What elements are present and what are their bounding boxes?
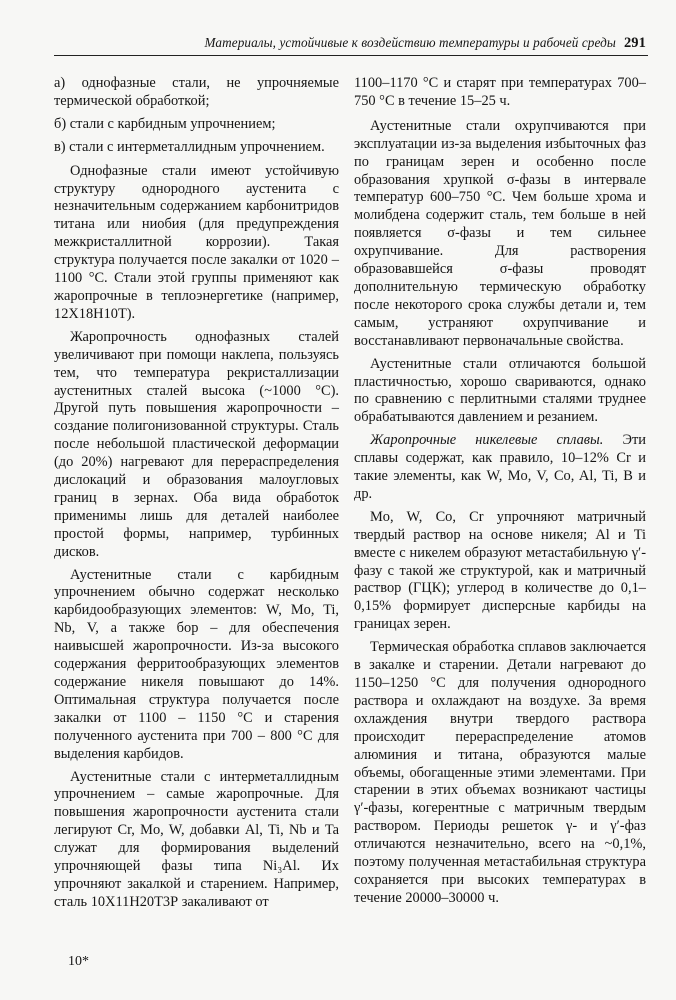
paragraph-intermetallic-hardening: Аустенитные стали с интерметаллидным упрочнением – самые жаропрочные. Для повышения жаропрочности аустенита стали легируют Cr, Mo, W, добавки Al, Ti, Nb и Ta служат для формирования выделений упрочняющей фазы типа Ni₃Al. Их упрочняют закалкой и старением. Например, сталь 10Х11Н20Т3Р закаливают от <box>54 768 339 910</box>
right-column <box>354 75 646 913</box>
paragraph-carbide-hardening: Аустенитные стали с карбидным упрочнением обычно содержат несколько карбидообразующих элементов: W, Mo, Ti, Nb, V, а также бор – для обеспечения наивысшей жаропрочности. Из-за высокого содержания ферритообразующих элементов содержание никеля повышают до 14%. Оптимальная структура получается после закалки от 1100 – 1150 °C и старения полученного аустенита при 700 – 800 °C для выделения карбидов. <box>54 566 339 762</box>
running-header <box>140 34 646 53</box>
paragraph-continuation: 1100–1170 °C и старят при температурах 700–750 °C в течение 15–25 ч. <box>354 75 646 109</box>
page-number: 291 <box>623 35 646 51</box>
paragraph-strengthening: Mo, W, Co, Cr упрочняют матричный твердый раствор на основе никеля; Al и Ti вместе с никелем образуют метастабильную γ′-фазу с такой же структурой, как и матричный раствор (ГЦК); углерод в количестве до 0,1–0,15% формирует дисперсные карбиды на границах зерен. <box>354 508 646 633</box>
left-column <box>54 75 339 917</box>
paragraph-single-phase: Однофазные стали имеют устойчивую структуру однородного аустенита с незначительным содержанием карбонитридов титана или ниобия (для предупреждения межкристаллитной коррозии). Такая структура получается после закалки от 1020 – 1100 °C. Стали этой группы применяют как жаропрочные в теплоэнергетике (например, 12Х18Н10Т). <box>54 162 339 322</box>
section-heading-nickel-alloys: Жаропрочные никелевые сплавы. <box>370 432 604 449</box>
nickel-alloys-text: Эти сплавы содержат, как правило, 10–12% Cr и такие элементы, как W, Mo, V, Co, Al, Ti, B и др. <box>354 432 646 502</box>
paragraph-plasticity: Аустенитные стали отличаются большой пластичностью, хорошо свариваются, однако по сравнению с перлитными сталями труднее обрабатываются давлением и резанием. <box>354 355 646 426</box>
paragraph-heat-resistance: Жаропрочность однофазных сталей увеличивают при помощи наклепа, пользуясь тем, что температура рекристаллизации аустенитных сталей высока (~1000 °C). Другой путь повышения жаропрочности – создание полигонизованной структуры. Сталь после небольшой пластической деформации (до 20%) нагревают для перераспределения дислокаций и образования малоугловых границ в зернах. Оба вида обработок применимы лишь для деталей наиболее простой формы, например, турбинных дисков. <box>54 328 339 560</box>
list-item-c: в) стали с интерметаллидным упрочнением. <box>54 138 325 155</box>
header-rule <box>54 55 648 56</box>
paragraph-heat-treatment: Термическая обработка сплавов заключается в закалке и старении. Детали нагревают до 1150–1250 °C для получения однородного раствора и охлаждают на воздухе. За время охлаждения внутри твердого раствора происходит перераспределение атомов алюминия и титана, образуются малые объемы, обогащенные этими элементами. При старении в этих объемах возникают частицы γ′-фазы, когерентные с матричным твердым раствором. Периоды решеток γ- и γ′-фаз отличаются незначительно, всего на ~0,1%, поэтому полученная метастабильная структура сохраняется при высоких температурах в течение 20000–30000 ч. <box>354 639 646 906</box>
list-item-a: а) однофазные стали, не упрочняемые термической обработкой; <box>54 75 339 109</box>
paragraph-embrittlement: Аустенитные стали охрупчиваются при эксплуатации из-за выделения избыточных фаз по границам зерен и особенно после образования хрупкой σ-фазы в интервале температур 600–750 °C. Чем больше хрома и молибдена содержит сталь, тем больше в ней появляется σ-фазы и тем сильнее охрупчивание. Для растворения образовавшейся σ-фазы проводят дополнительную термическую обработку после некоторого срока службы детали и, тем самым, устраняют охрупчивание и восстанавливают первоначальные свойства. <box>354 117 646 349</box>
list-item-b: б) стали с карбидным упрочнением; <box>54 115 276 132</box>
signature-mark: 10* <box>68 954 89 969</box>
paragraph-nickel-alloys <box>354 432 646 504</box>
running-header-title: Материалы, устойчивые к воздействию температуры и рабочей среды <box>204 35 616 50</box>
